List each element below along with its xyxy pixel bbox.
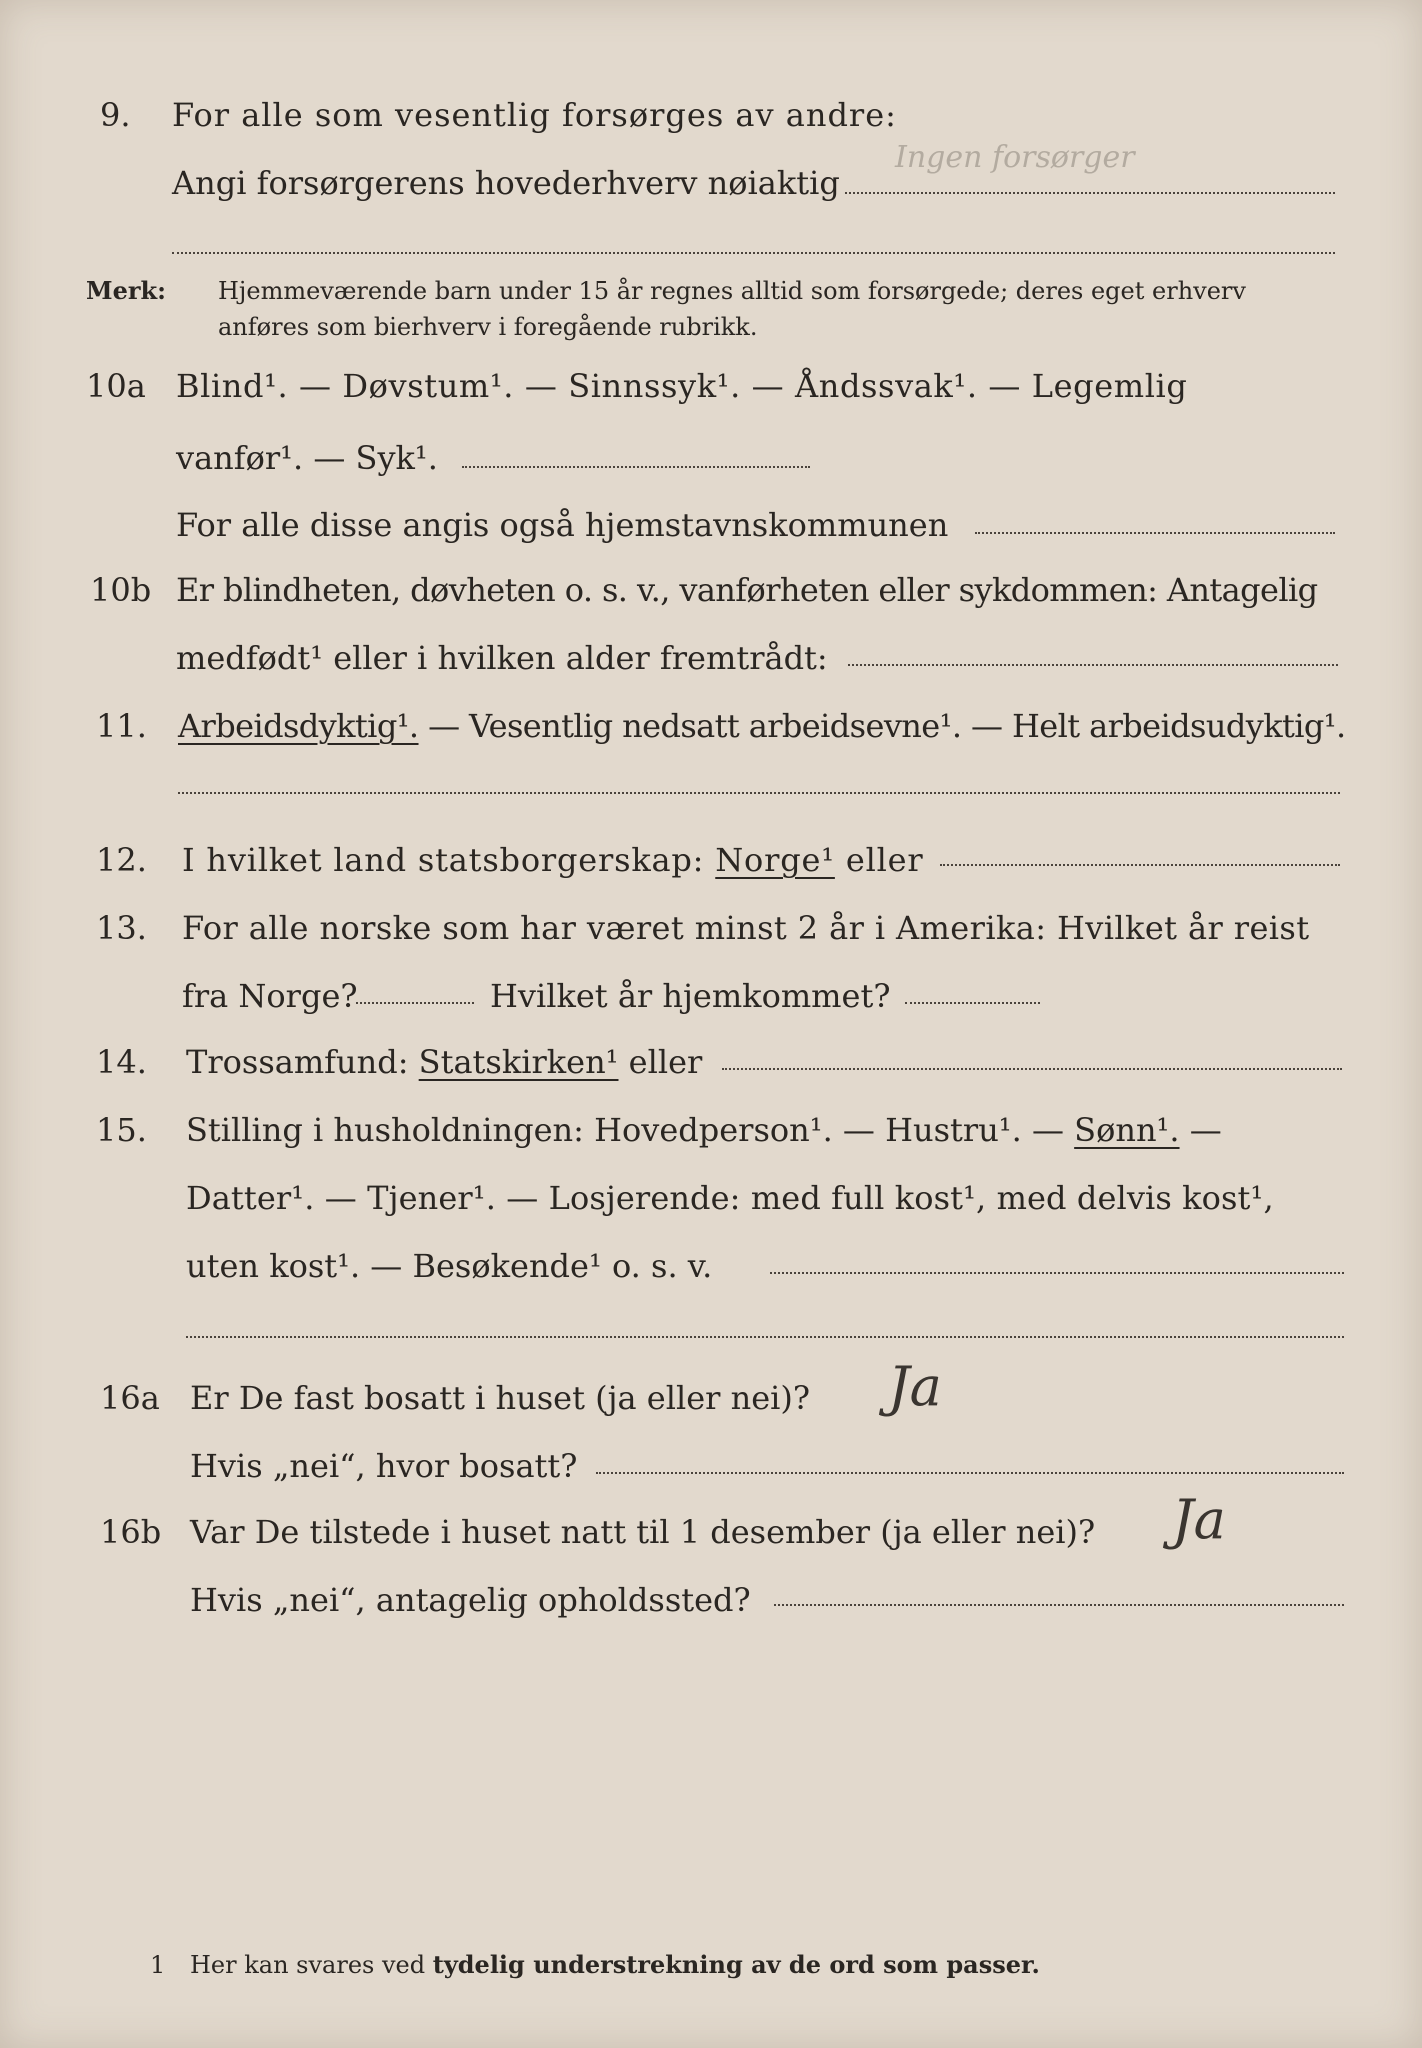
q14-suffix: eller bbox=[618, 1043, 703, 1081]
q9-faint-answer: Ingen forsørger bbox=[895, 140, 1135, 175]
q10a-line3: For alle disse angis også hjemstavnskommunen bbox=[176, 506, 949, 544]
q14-line bbox=[186, 1042, 702, 1082]
q13-line2b: Hvilket år hjemkommet? bbox=[490, 977, 891, 1015]
q13-line1: For alle norske som har været minst 2 år i Amerika: Hvilket år reist bbox=[182, 909, 1310, 947]
q14-number: 14. bbox=[96, 1043, 147, 1081]
q11-number: 11. bbox=[96, 707, 147, 745]
q16a-answer: Ja bbox=[888, 1355, 942, 1418]
q12-opt-norge: Norge¹ bbox=[715, 841, 835, 879]
q12-prefix: I hvilket land statsborgerskap: bbox=[182, 841, 716, 879]
q9-line2: Angi forsørgerens hovederhverv nøiaktig bbox=[172, 164, 840, 202]
q12-line bbox=[182, 840, 924, 880]
q14-answer-line bbox=[722, 1068, 1342, 1070]
q16b-answer: Ja bbox=[1172, 1488, 1226, 1551]
footnote-text-a: Her kan svares ved bbox=[190, 1951, 433, 1979]
q16b-number: 16b bbox=[100, 1513, 162, 1551]
q15-line1 bbox=[186, 1110, 1222, 1150]
q11-rest: — Vesentlig nedsatt arbeidsevne¹. — Helt arbeidsudyktig¹. bbox=[418, 707, 1346, 745]
q16a-line1: Er De fast bosatt i huset (ja eller nei)? bbox=[190, 1379, 811, 1417]
q11-line bbox=[178, 706, 1346, 746]
q10a-line1: Blind¹. — Døvstum¹. — Sinnssyk¹. — Åndssvak¹. — Legemlig bbox=[176, 367, 1188, 405]
q10b-answer-line bbox=[848, 664, 1338, 666]
q10b-line2: medfødt¹ eller i hvilken alder fremtrådt: bbox=[176, 639, 828, 677]
q12-suffix: eller bbox=[834, 841, 924, 879]
q9-extra-line bbox=[172, 252, 1335, 254]
q11-opt-arbeidsdyktig: Arbeidsdyktig¹. bbox=[178, 707, 419, 745]
q10a-answer-line bbox=[462, 466, 810, 468]
q15-opt-sonn: Sønn¹. bbox=[1074, 1111, 1180, 1149]
q13-reist-line bbox=[356, 1002, 474, 1004]
q15-number: 15. bbox=[96, 1111, 147, 1149]
q10a-number: 10a bbox=[86, 367, 146, 405]
q15-line1b: — bbox=[1179, 1111, 1222, 1149]
q16a-number: 16a bbox=[100, 1379, 160, 1417]
q9-number: 9. bbox=[100, 96, 131, 134]
merk-line2: anføres som bierhverv i foregående rubrikk. bbox=[218, 313, 758, 341]
q16a-answer-line bbox=[596, 1472, 1344, 1474]
merk-label: Merk: bbox=[86, 276, 166, 305]
q15-answer-line bbox=[770, 1272, 1344, 1274]
q9-answer-line bbox=[845, 192, 1335, 194]
q14-opt-statskirken: Statskirken¹ bbox=[418, 1043, 619, 1081]
q10b-line1: Er blindheten, døvheten o. s. v., vanførheten eller sykdommen: Antagelig bbox=[176, 571, 1318, 609]
footnote-text-b: tydelig understrekning av de ord som passer. bbox=[432, 1950, 1040, 1979]
merk-line1: Hjemmeværende barn under 15 år regnes alltid som forsørgede; deres eget erhverv bbox=[218, 277, 1246, 305]
q16a-line2: Hvis „nei“, hvor bosatt? bbox=[190, 1447, 578, 1485]
q12-number: 12. bbox=[96, 841, 147, 879]
q13-number: 13. bbox=[96, 909, 147, 947]
q15-line2: Datter¹. — Tjener¹. — Losjerende: med full kost¹, med delvis kost¹, bbox=[186, 1179, 1274, 1217]
q13-line2a: fra Norge? bbox=[182, 977, 358, 1015]
footnote-mark: 1 bbox=[150, 1951, 166, 1979]
q10a-hjemstavn-line bbox=[975, 532, 1335, 534]
q15-line3: uten kost¹. — Besøkende¹ o. s. v. bbox=[186, 1247, 713, 1285]
q10a-line2: vanfør¹. — Syk¹. bbox=[176, 439, 438, 477]
q13-hjemkommet-line bbox=[905, 1002, 1040, 1004]
q15-line1a: Stilling i husholdningen: Hovedperson¹. — Hustru¹. — bbox=[186, 1111, 1075, 1149]
q16b-line2: Hvis „nei“, antagelig opholdssted? bbox=[190, 1581, 751, 1619]
q10b-number: 10b bbox=[90, 571, 152, 609]
q11-answer-line bbox=[178, 792, 1340, 794]
q9-line1: For alle som vesentlig forsørges av andre: bbox=[172, 96, 897, 134]
q15-extra-line bbox=[186, 1336, 1344, 1338]
q16b-answer-line bbox=[774, 1604, 1344, 1606]
footnote bbox=[190, 1950, 1040, 1980]
q16b-line1: Var De tilstede i huset natt til 1 desember (ja eller nei)? bbox=[190, 1513, 1096, 1551]
q12-answer-line bbox=[940, 864, 1340, 866]
q14-prefix: Trossamfund: bbox=[186, 1043, 419, 1081]
